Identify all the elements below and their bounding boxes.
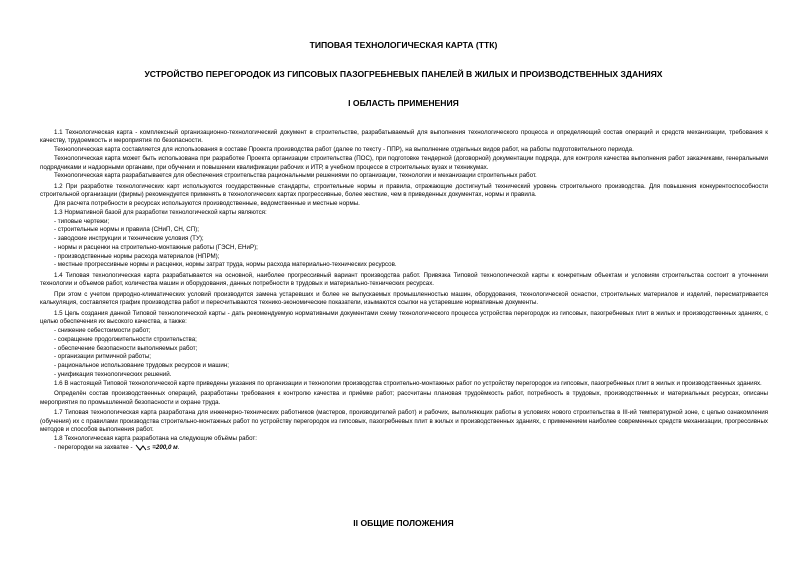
- paragraph: Технологическая карта разрабатывается для обеспечения строительства рациональными решениями по организации, технологии и механизации строительных работ.: [54, 172, 537, 180]
- paragraph: 1.7 Типовая технологическая карта разработана для инженерно-технических работников (мастеров, производителей работ) и рабочих, выполняющих работы в условиях нового строительства в III-ий температурной зоне, с целью ознакомления (обучения) их с правилами производства строительно-монтажных работ по устройству перегородок из гипсовых, пазогребневых плит в жилых и производственных зданиях, с применением наиболее современных средств механизации, прогрессивных методов и способов выполнения работ.: [40, 408, 768, 434]
- section-heading-general: II ОБЩИЕ ПОЛОЖЕНИЯ: [353, 518, 454, 528]
- document-subtitle: УСТРОЙСТВО ПЕРЕГОРОДОК ИЗ ГИПСОВЫХ ПАЗОГРЕБНЕВЫХ ПАНЕЛЕЙ В ЖИЛЫХ И ПРОИЗВОДСТВЕННЫХ ЗДАНИЯХ: [144, 69, 663, 79]
- list-item: - нормы и расценки на строительно-монтажные работы (ГЭСН, ЕНиР);: [54, 243, 258, 251]
- paragraph: 1.4 Типовая технологическая карта разрабатывается на основной, наиболее прогрессивный вариант производства работ. Привязка Типовой технологической карты к конкретным объектам и условиям строительства состоит в уточнении технологии и объемов работ, количества машин и оборудования, данных потребности в трудовых и материально-технических ресурсах.: [40, 271, 768, 288]
- paragraph: 1.3 Нормативной базой для разработки технологической карты являются:: [54, 208, 267, 216]
- paragraph: Для расчета потребности в ресурсах используются производственные, ведомственные и местные нормы.: [54, 200, 360, 207]
- paragraph: 1.1 Технологическая карта - комплексный организационно-технологический документ в строительстве, разрабатываемый для выполнения технологического процесса и определяющий состав операций и средств механизации, требования к качеству, трудоемкость и мероприятия по безопасности.: [40, 128, 768, 145]
- document-title: ТИПОВАЯ ТЕХНОЛОГИЧЕСКАЯ КАРТА (ТТК): [309, 40, 498, 50]
- paragraph: Технологическая карта составляется для использования в составе Проекта производства работ (далее по тексту - ППР), на выполнение отдельных видов работ, на работы подготовительного периода.: [54, 146, 634, 153]
- paragraph: 1.6 В настоящей Типовой технологической карте приведены указания по организации и технологии производства строительно-монтажных работ по устройству перегородок из гипсовых, пазогребневых плит в жилых и производственных зданиях.: [54, 379, 762, 387]
- volume-formula: =200,0 м: [152, 443, 178, 451]
- paragraph: Определён состав производственных операций, разработаны требования к контролю качества и приёмке работ; рассчитаны плановая трудоёмкость работ, потребность в трудовых, производственных и материальных ресурсах, описаны мероприятия по промышленной безопасности и охране труда.: [40, 389, 768, 406]
- paragraph: 1.5 Цель создания данной Типовой технологической карты - дать рекомендуемую нормативными документами схему технологического процесса устройства перегородок из гипсовых, пазогребневых плит в жилых и производственных зданиях, с целью обеспечения их высокого качества, а также:: [40, 309, 768, 326]
- paragraph: 1.2 При разработке технологических карт используются государственные стандарты, строительные нормы и правила, отражающие достигнутый технический уровень строительного производства. Для повышения конкурентоспособности строительной организации (фирмы) рекомендуется применять в технологических картах прогрессивные, более жесткие, чем в приведенных документах, нормы и правила.: [40, 182, 768, 199]
- formula-image-icon: [134, 444, 152, 451]
- list-item: - заводские инструкции и технические условия (ТУ);: [54, 235, 204, 242]
- list-item: - унификация технологических решений.: [54, 370, 172, 378]
- paragraph: При этом с учетом природно-климатических условий производится замена устаревших и более не выпускаемых промышленностью машин, оборудования, технологической оснастки, строительных материалов и изделий, пересматривается калькуляция, составляется график производства работ и пересчитываются технико-экономические показатели, изымаются ссылки на устаревшие нормативные документы.: [40, 290, 768, 307]
- list-item: - рациональное использование трудовых ресурсов и машин;: [54, 362, 229, 369]
- list-item: - снижение себестоимости работ;: [54, 327, 151, 334]
- volume-end: .: [177, 443, 180, 451]
- list-item: - типовые чертежи;: [54, 217, 110, 225]
- paragraph: 1.8 Технологическая карта разработана на следующие объёмы работ:: [54, 435, 257, 442]
- volume-label: - перегородки на захватке -: [54, 443, 133, 451]
- section-heading-scope: I ОБЛАСТЬ ПРИМЕНЕНИЯ: [348, 98, 459, 108]
- svg-text:S: S: [147, 445, 151, 451]
- list-item: - обеспечение безопасности выполняемых работ;: [54, 344, 198, 352]
- list-item: - местные прогрессивные нормы и расценки, нормы затрат труда, нормы расхода материально-технических ресурсов.: [54, 261, 397, 269]
- document-body: [40, 127, 768, 453]
- paragraph: Технологическая карта может быть использована при разработке Проекта организации строительства (ПОС), при подготовке тендерной (договорной) документации подряда, для контроля качества выполнения работ заказчиками, генеральными подрядчиками и надзорными органами, при обучении и повышении квалификации рабочих и ИТР, в учебном процессе в строительных вузах и техникумах.: [40, 154, 768, 171]
- list-item: - организации ритмичной работы;: [54, 353, 151, 361]
- list-item: - строительные нормы и правила (СНиП, СН, СП);: [54, 226, 199, 234]
- list-item: - производственные нормы расхода материалов (НПРМ);: [54, 252, 220, 260]
- list-item: - сокращение продолжительности строительства;: [54, 335, 197, 343]
- volume-item: [40, 444, 768, 453]
